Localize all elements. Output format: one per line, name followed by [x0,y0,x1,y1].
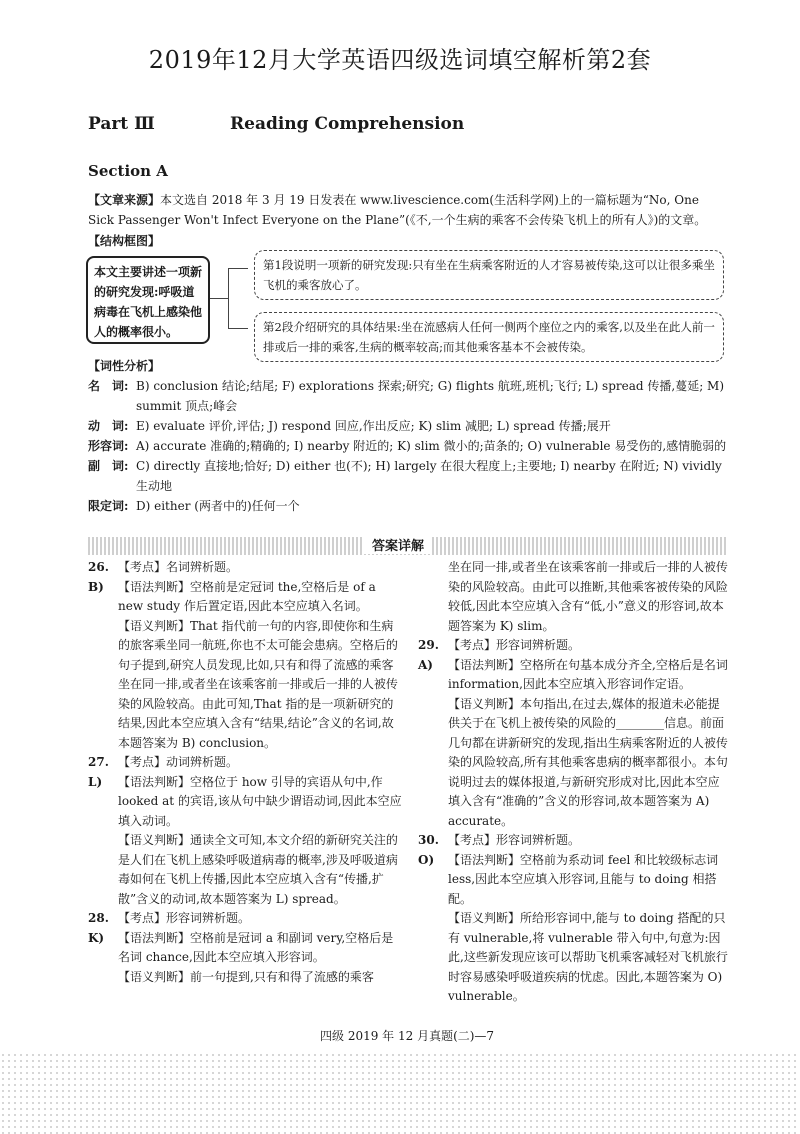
dotted-texture [0,1052,800,1134]
pos-label: 副 词: [88,459,129,473]
answer-entry [88,773,403,832]
pos-row [88,416,728,436]
connector-vertical [228,268,229,328]
pos-label: 动 词: [88,419,129,433]
answer-entry [418,656,730,695]
pos-row [88,456,728,496]
entry-text: 【语义判断】通读全文可知,本文介绍的新研究关注的是人们在飞机上感染呼吸道病毒的概率,涉及呼吸道病毒如何在飞机上传播,因此本空应填入含有“传播,扩散”含义的动词,故本题答案为 L) spread。 [118,833,398,906]
entry-number [88,831,118,909]
entry-text: 【语法判断】空格前为系动词 feel 和比较级标志词 less,因此本空应填入形容词,且能与 to doing 相搭配。 [448,852,719,906]
entry-text: 【语法判断】空格位于 how 引导的宾语从句中,作 looked at 的宾语,该从句中缺少谓语动词,因此本空应填入动词。 [118,774,402,828]
entry-text: 【考点】动词辨析题。 [118,755,239,769]
answer-entry [418,909,730,1007]
entry-text: 【语义判断】That 指代前一句的内容,即使你和生病的旅客乘坐同一航班,你也不太可能会患病。空格后的句子提到,研究人员发现,比如,只有和得了流感的乘客坐在同一排,或者坐在该乘客前一排或后一排的人被传染的风险较高。由此可知,That 指的是一项新研究的结果,因此本空应填入含有“结果,结论”含义的名词,故本题答案为 B) conclusion。 [118,618,398,750]
pos-label: 形容词: [88,439,129,453]
pos-text: E) evaluate 评价,评估; J) respond 回应,作出反应; K) slim 减肥; L) spread 传播;展开 [136,419,611,433]
pos-tag: 【词性分析】 [88,359,161,373]
pos-analysis [88,356,728,516]
answer-entry [418,831,730,851]
pos-row [88,376,728,416]
entry-number [88,617,118,754]
answer-entry [418,851,730,910]
structure-tag: 【结构框图】 [88,234,161,248]
pos-text: B) conclusion 结论;结尾; F) explorations 探索;研究; G) flights 航班,班机;飞行; L) spread 传播,蔓延; M) summit 顶点;峰会 [136,379,725,413]
entry-text: 【语义判断】本句指出,在过去,媒体的报道未必能提供关于在飞机上被传染的风险的________信息。前面几句都在讲新研究的发现,指出生病乘客附近的人被传染的风险较高,所有其他乘客患病的概率都很小。本句说明过去的媒体报道,与新研究形成对比,因此本空应填入含有“准确的”含义的形容词,故本题答案为 A) accurate。 [448,696,728,828]
entry-text: 【考点】形容词辨析题。 [118,911,251,925]
answer-column-left [88,558,403,987]
section-label: Section A [88,162,168,180]
answer-entry [88,753,403,773]
summary-box: 本文主要讲述一项新的研究发现:呼吸道病毒在飞机上感染他人的概率很小。 [86,256,210,344]
entry-text: 【语法判断】空格前是定冠词 the,空格后是 of a new study 作后置定语,因此本空应填入名词。 [118,579,376,613]
entry-number [88,968,118,988]
page-footer: 四级 2019 年 12 月真题(二)—7 [320,1029,495,1043]
entry-number: O) [418,852,435,867]
connector-line [210,298,228,299]
entry-text: 【考点】形容词辨析题。 [448,833,581,847]
part-title: Reading Comprehension [230,114,465,134]
pos-text: D) either (两者中的)任何一个 [136,499,300,513]
entry-number [418,909,448,1007]
entry-text: 【语义判断】所给形容词中,能与 to doing 搭配的只有 vulnerable,将 vulnerable 带入句中,句意为:因此,这些新发现应该可以帮助飞机乘客减轻对飞机旅行时容易感染呼吸道疾病的忧虑。因此,本题答案为 O) vulnerable。 [448,911,728,1003]
entry-number: 29. [418,638,439,652]
entry-text: 【考点】名词辨析题。 [118,560,239,574]
entry-text: 【语法判断】空格所在句基本成分齐全,空格后是名词 information,因此本空应填入形容词作定语。 [448,657,728,691]
pos-label: 名 词: [88,379,129,393]
pos-label: 限定词: [88,499,129,513]
entry-number: 26. [88,560,109,574]
para1-box: 第1段说明一项新的研究发现:只有坐在生病乘客附近的人才容易被传染,这可以让很多乘坐飞机的乘客放心了。 [254,250,724,300]
connector-bottom [228,328,248,329]
source-tag: 【文章来源】 [88,193,161,207]
answer-entry [418,558,730,636]
source-text: 本文选自 2018 年 3 月 19 日发表在 www.livescience.com(生活科学网)上的一篇标题为“No, One Sick Passenger Won't Infect Everyone on the Plane”(《不,一个生病的乘客不会传染飞机上的所有人》)的文章。 [88,193,707,227]
answer-entry [88,929,403,968]
answer-entry [88,558,403,578]
answer-entry [88,831,403,909]
answer-entry [418,636,730,656]
entry-number: 28. [88,911,109,925]
answer-column-right [418,558,730,1007]
entry-text: 坐在同一排,或者坐在该乘客前一排或后一排的人被传染的风险较高。由此可以推断,其他乘客被传染的风险较低,因此本空应填入含有“低,小”意义的形容词,故本题答案为 K) slim。 [448,560,728,633]
para2-box: 第2段介绍研究的具体结果:坐在流感病人任何一侧两个座位之内的乘客,以及坐在此人前一排或后一排的乘客,生病的概率较高;而其他乘客基本不会被传染。 [254,312,724,362]
part-label: Part Ⅲ [88,114,155,134]
pos-text: C) directly 直接地;恰好; D) either 也(不); H) largely 在很大程度上;主要地; I) nearby 在附近; N) vividly 生动地 [136,459,722,493]
source-paragraph [88,190,728,230]
entry-number: K) [88,930,105,945]
entry-number: 27. [88,755,109,769]
entry-number: A) [418,657,433,672]
entry-text: 【语义判断】前一句提到,只有和得了流感的乘客 [118,969,374,984]
entry-number: L) [88,774,103,789]
entry-text: 【考点】形容词辨析题。 [448,638,581,652]
pos-row [88,436,728,456]
entry-number [418,695,448,832]
pos-row [88,496,728,516]
connector-top [228,268,248,269]
answer-entry [418,695,730,832]
pos-text: A) accurate 准确的;精确的; I) nearby 附近的; K) slim 微小的;苗条的; O) vulnerable 易受伤的,感情脆弱的 [136,439,727,453]
answer-entry [88,578,403,617]
answer-entry [88,968,403,988]
entry-text: 【语法判断】空格前是冠词 a 和副词 very,空格后是名词 chance,因此本空应填入形容词。 [118,930,394,964]
entry-number [418,558,448,636]
entry-number: B) [88,579,104,594]
answer-title: 答案详解 [364,535,432,554]
answer-entry [88,909,403,929]
entry-number: 30. [418,833,439,847]
page-title: 2019年12月大学英语四级选词填空解析第2套 [148,46,652,74]
answer-entry [88,617,403,754]
